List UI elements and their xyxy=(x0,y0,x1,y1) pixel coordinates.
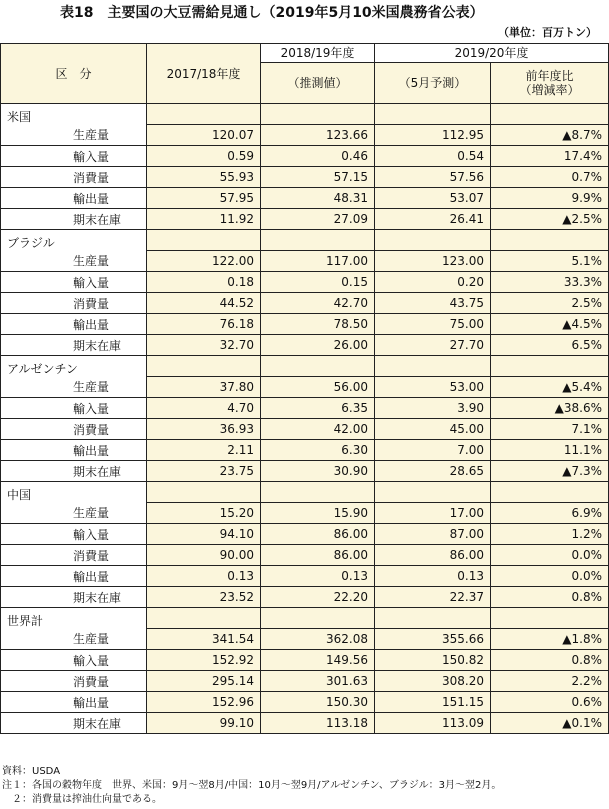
item-label: 消費量 xyxy=(1,293,147,314)
value-cell: 45.00 xyxy=(375,419,491,440)
table-row xyxy=(1,524,609,545)
change-cell: 0.0% xyxy=(491,545,609,566)
change-cell: 0.8% xyxy=(491,587,609,608)
item-label: 生産量 xyxy=(1,125,147,146)
value-cell: 99.10 xyxy=(147,713,261,734)
value-cell: 362.08 xyxy=(261,629,375,650)
value-cell: 57.56 xyxy=(375,167,491,188)
value-cell: 26.00 xyxy=(261,335,375,356)
header-2018-sub: （推測値） xyxy=(261,63,375,104)
header-2017: 2017/18年度 xyxy=(147,44,261,104)
table-row xyxy=(1,167,609,188)
change-cell: 5.1% xyxy=(491,251,609,272)
country-row-cell xyxy=(261,482,375,503)
country-name: 米国 xyxy=(1,104,147,125)
value-cell: 113.18 xyxy=(261,713,375,734)
country-row-cell xyxy=(491,608,609,629)
note-2: ２：消費量は搾油仕向量である。 xyxy=(2,794,162,805)
item-label: 輸入量 xyxy=(1,146,147,167)
country-row-cell xyxy=(375,356,491,377)
item-label: 生産量 xyxy=(1,629,147,650)
change-cell: 33.3% xyxy=(491,272,609,293)
unit-label: （単位：百万トン） xyxy=(498,26,597,39)
item-label: 生産量 xyxy=(1,251,147,272)
item-label: 消費量 xyxy=(1,671,147,692)
change-cell: 11.1% xyxy=(491,440,609,461)
item-label: 生産量 xyxy=(1,503,147,524)
table-row xyxy=(1,335,609,356)
country-row-cell xyxy=(147,482,261,503)
value-cell: 32.70 xyxy=(147,335,261,356)
table-row xyxy=(1,209,609,230)
item-label: 期末在庫 xyxy=(1,587,147,608)
value-cell: 117.00 xyxy=(261,251,375,272)
value-cell: 53.00 xyxy=(375,377,491,398)
change-cell: ▲2.5% xyxy=(491,209,609,230)
change-cell: 0.0% xyxy=(491,566,609,587)
country-row-cell xyxy=(375,104,491,125)
value-cell: 90.00 xyxy=(147,545,261,566)
value-cell: 75.00 xyxy=(375,314,491,335)
value-cell: 0.13 xyxy=(375,566,491,587)
country-row-cell xyxy=(147,608,261,629)
value-cell: 112.95 xyxy=(375,125,491,146)
value-cell: 2.11 xyxy=(147,440,261,461)
value-cell: 123.66 xyxy=(261,125,375,146)
country-name: ブラジル xyxy=(1,230,147,251)
change-cell: 2.5% xyxy=(491,293,609,314)
table-row xyxy=(1,566,609,587)
value-cell: 295.14 xyxy=(147,671,261,692)
value-cell: 0.20 xyxy=(375,272,491,293)
value-cell: 120.07 xyxy=(147,125,261,146)
item-label: 輸出量 xyxy=(1,188,147,209)
country-row-cell xyxy=(375,608,491,629)
country-row-cell xyxy=(375,230,491,251)
item-label: 輸入量 xyxy=(1,650,147,671)
value-cell: 53.07 xyxy=(375,188,491,209)
value-cell: 3.90 xyxy=(375,398,491,419)
value-cell: 94.10 xyxy=(147,524,261,545)
header-2018: 2018/19年度 xyxy=(261,44,375,63)
country-row-cell xyxy=(375,482,491,503)
country-row-cell xyxy=(147,356,261,377)
table-row xyxy=(1,293,609,314)
value-cell: 152.96 xyxy=(147,692,261,713)
value-cell: 42.70 xyxy=(261,293,375,314)
value-cell: 113.09 xyxy=(375,713,491,734)
value-cell: 149.56 xyxy=(261,650,375,671)
country-row-cell xyxy=(491,104,609,125)
item-label: 輸入量 xyxy=(1,398,147,419)
item-label: 期末在庫 xyxy=(1,335,147,356)
value-cell: 48.31 xyxy=(261,188,375,209)
value-cell: 44.52 xyxy=(147,293,261,314)
country-name: 中国 xyxy=(1,482,147,503)
value-cell: 0.59 xyxy=(147,146,261,167)
change-cell: 2.2% xyxy=(491,671,609,692)
country-row xyxy=(1,482,609,503)
value-cell: 15.90 xyxy=(261,503,375,524)
item-label: 輸入量 xyxy=(1,272,147,293)
value-cell: 0.46 xyxy=(261,146,375,167)
item-label: 生産量 xyxy=(1,377,147,398)
item-label: 消費量 xyxy=(1,419,147,440)
table-row xyxy=(1,587,609,608)
value-cell: 22.37 xyxy=(375,587,491,608)
value-cell: 78.50 xyxy=(261,314,375,335)
country-row xyxy=(1,230,609,251)
header-2019: 2019/20年度 xyxy=(375,44,609,63)
item-label: 期末在庫 xyxy=(1,209,147,230)
table-row xyxy=(1,314,609,335)
value-cell: 26.41 xyxy=(375,209,491,230)
value-cell: 76.18 xyxy=(147,314,261,335)
value-cell: 7.00 xyxy=(375,440,491,461)
table-row xyxy=(1,545,609,566)
value-cell: 308.20 xyxy=(375,671,491,692)
change-cell: ▲8.7% xyxy=(491,125,609,146)
value-cell: 355.66 xyxy=(375,629,491,650)
value-cell: 150.30 xyxy=(261,692,375,713)
note-source: 資料：USDA xyxy=(2,766,61,777)
value-cell: 0.13 xyxy=(147,566,261,587)
change-cell: 6.5% xyxy=(491,335,609,356)
item-label: 消費量 xyxy=(1,167,147,188)
value-cell: 151.15 xyxy=(375,692,491,713)
header-change xyxy=(491,63,609,104)
value-cell: 57.95 xyxy=(147,188,261,209)
value-cell: 0.54 xyxy=(375,146,491,167)
value-cell: 0.13 xyxy=(261,566,375,587)
item-label: 期末在庫 xyxy=(1,461,147,482)
table-row xyxy=(1,398,609,419)
value-cell: 30.90 xyxy=(261,461,375,482)
change-cell: 9.9% xyxy=(491,188,609,209)
value-cell: 341.54 xyxy=(147,629,261,650)
header-2019-sub: （5月予測） xyxy=(375,63,491,104)
value-cell: 6.30 xyxy=(261,440,375,461)
value-cell: 28.65 xyxy=(375,461,491,482)
value-cell: 11.92 xyxy=(147,209,261,230)
header-category: 区 分 xyxy=(1,44,147,104)
country-row-cell xyxy=(147,104,261,125)
item-label: 輸出量 xyxy=(1,566,147,587)
value-cell: 17.00 xyxy=(375,503,491,524)
table-row xyxy=(1,713,609,734)
value-cell: 4.70 xyxy=(147,398,261,419)
country-name: 世界計 xyxy=(1,608,147,629)
table-row xyxy=(1,251,609,272)
value-cell: 123.00 xyxy=(375,251,491,272)
table-row xyxy=(1,188,609,209)
country-row-cell xyxy=(491,230,609,251)
value-cell: 6.35 xyxy=(261,398,375,419)
table-row xyxy=(1,461,609,482)
value-cell: 27.70 xyxy=(375,335,491,356)
value-cell: 22.20 xyxy=(261,587,375,608)
table-row xyxy=(1,272,609,293)
value-cell: 23.75 xyxy=(147,461,261,482)
soybean-supply-table xyxy=(0,43,609,734)
country-row-cell xyxy=(491,482,609,503)
change-cell: ▲38.6% xyxy=(491,398,609,419)
change-cell: ▲4.5% xyxy=(491,314,609,335)
item-label: 輸出量 xyxy=(1,692,147,713)
change-cell: ▲1.8% xyxy=(491,629,609,650)
country-name: アルゼンチン xyxy=(1,356,147,377)
notes xyxy=(2,765,501,807)
country-row-cell xyxy=(147,230,261,251)
value-cell: 150.82 xyxy=(375,650,491,671)
value-cell: 23.52 xyxy=(147,587,261,608)
change-cell: 1.2% xyxy=(491,524,609,545)
table-row xyxy=(1,419,609,440)
table-row xyxy=(1,692,609,713)
item-label: 輸出量 xyxy=(1,440,147,461)
change-cell: 0.7% xyxy=(491,167,609,188)
header-change-label: 前年度比 xyxy=(525,69,574,83)
change-cell: ▲0.1% xyxy=(491,713,609,734)
change-cell: 6.9% xyxy=(491,503,609,524)
value-cell: 87.00 xyxy=(375,524,491,545)
table-body xyxy=(1,104,609,734)
change-cell: ▲7.3% xyxy=(491,461,609,482)
value-cell: 86.00 xyxy=(375,545,491,566)
country-row-cell xyxy=(261,608,375,629)
item-label: 消費量 xyxy=(1,545,147,566)
value-cell: 15.20 xyxy=(147,503,261,524)
value-cell: 36.93 xyxy=(147,419,261,440)
table-row xyxy=(1,629,609,650)
value-cell: 55.93 xyxy=(147,167,261,188)
country-row-cell xyxy=(261,356,375,377)
value-cell: 43.75 xyxy=(375,293,491,314)
item-label: 輸出量 xyxy=(1,314,147,335)
change-cell: ▲5.4% xyxy=(491,377,609,398)
note-1: 注１：各国の穀物年度 世界、米国：9月～翌8月/中国：10月～翌9月/アルゼンチン、ブラジル：3月～翌2月。 xyxy=(2,780,502,791)
table-row xyxy=(1,503,609,524)
country-row-cell xyxy=(491,356,609,377)
value-cell: 27.09 xyxy=(261,209,375,230)
change-cell: 0.6% xyxy=(491,692,609,713)
country-row xyxy=(1,356,609,377)
change-cell: 17.4% xyxy=(491,146,609,167)
change-cell: 0.8% xyxy=(491,650,609,671)
country-row-cell xyxy=(261,104,375,125)
value-cell: 86.00 xyxy=(261,524,375,545)
value-cell: 42.00 xyxy=(261,419,375,440)
value-cell: 57.15 xyxy=(261,167,375,188)
value-cell: 56.00 xyxy=(261,377,375,398)
value-cell: 152.92 xyxy=(147,650,261,671)
value-cell: 0.15 xyxy=(261,272,375,293)
table-row xyxy=(1,125,609,146)
country-row xyxy=(1,608,609,629)
item-label: 輸入量 xyxy=(1,524,147,545)
country-row-cell xyxy=(261,230,375,251)
country-row xyxy=(1,104,609,125)
value-cell: 86.00 xyxy=(261,545,375,566)
value-cell: 37.80 xyxy=(147,377,261,398)
page-title: 表18 主要国の大豆需給見通し（2019年5月10米国農務省公表） xyxy=(60,5,484,21)
table-row xyxy=(1,440,609,461)
value-cell: 301.63 xyxy=(261,671,375,692)
table-row xyxy=(1,650,609,671)
table-row xyxy=(1,377,609,398)
change-cell: 7.1% xyxy=(491,419,609,440)
table-row xyxy=(1,146,609,167)
item-label: 期末在庫 xyxy=(1,713,147,734)
table-row xyxy=(1,671,609,692)
value-cell: 0.18 xyxy=(147,272,261,293)
value-cell: 122.00 xyxy=(147,251,261,272)
header-change-sub: （増減率） xyxy=(519,83,580,97)
